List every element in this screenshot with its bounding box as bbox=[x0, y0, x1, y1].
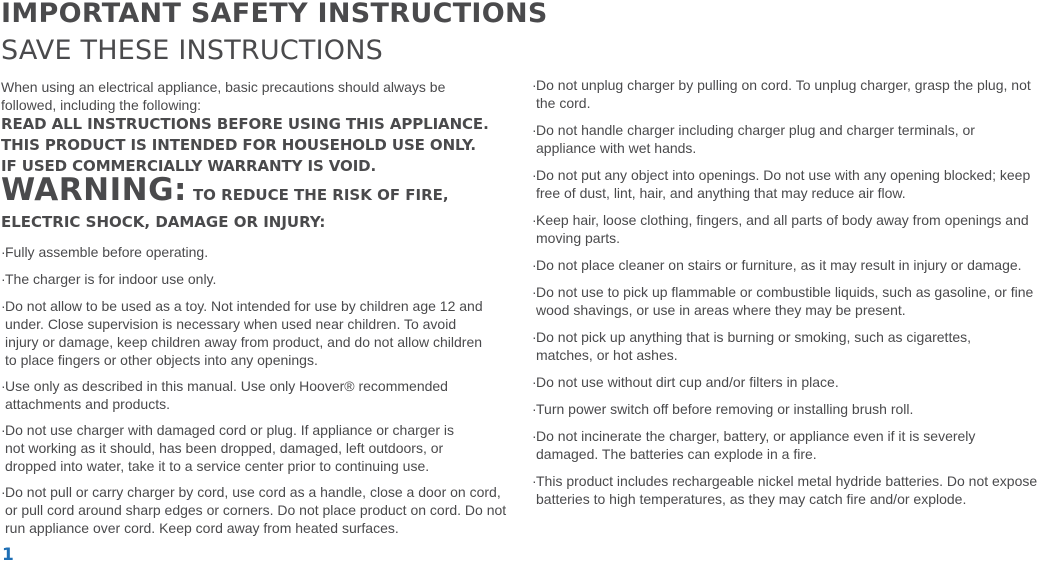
list-item: · Keep hair, loose clothing, fingers, and all parts of body away from openings and moving parts. bbox=[532, 212, 1029, 246]
list-item: · Do not place cleaner on stairs or furniture, as it may result in injury or damage. bbox=[532, 257, 1022, 273]
warning-heading bbox=[1, 172, 511, 209]
bold-instruction-1: READ ALL INSTRUCTIONS BEFORE USING THIS APPLIANCE. bbox=[1, 115, 489, 133]
page-number: 1 bbox=[2, 545, 14, 565]
list-item: · Use only as described in this manual. Use only Hoover® recommended attachments and products. bbox=[1, 378, 448, 412]
list-item: · Do not pick up anything that is burning or smoking, such as cigarettes, matches, or hot ashes. bbox=[532, 329, 972, 363]
page-title: IMPORTANT SAFETY INSTRUCTIONS bbox=[1, 0, 548, 29]
warning-word: WARNING: bbox=[1, 172, 187, 208]
list-item: · Do not unplug charger by pulling on cord. To unplug charger, grasp the plug, not the cord. bbox=[532, 77, 1031, 111]
left-column bbox=[1, 78, 511, 537]
list-item: · Do not pull or carry charger by cord, use cord as a handle, close a door on cord, or pull cord around sharp edges or corners. Do not place product on cord. Do not run appliance over cord. Keep cord away from heated surfaces. bbox=[1, 484, 507, 536]
list-item: · Do not use without dirt cup and/or filters in place. bbox=[532, 374, 839, 390]
list-item: · Turn power switch off before removing or installing brush roll. bbox=[532, 401, 914, 417]
list-item: · Do not use to pick up flammable or combustible liquids, such as gasoline, or fine wood shavings, or use in areas where they may be present. bbox=[532, 284, 1034, 318]
warning-text-2: ELECTRIC SHOCK, DAMAGE OR INJURY: bbox=[1, 213, 326, 231]
list-item: · The charger is for indoor use only. bbox=[1, 271, 217, 287]
bold-instruction-2: THIS PRODUCT IS INTENDED FOR HOUSEHOLD USE ONLY. bbox=[1, 136, 477, 154]
list-item: · Do not handle charger including charger plug and charger terminals, or appliance with wet hands. bbox=[532, 122, 975, 156]
list-item: · Do not allow to be used as a toy. Not intended for use by children age 12 and under. Close supervision is necessary when used near children. To avoid injury or damage, keep children away from product, and do not allow children to place fingers or other objects into any openings. bbox=[1, 298, 483, 368]
right-column bbox=[532, 76, 1040, 508]
list-item: · Fully assemble before operating. bbox=[1, 244, 209, 260]
list-item: · This product includes rechargeable nickel metal hydride batteries. Do not expose batteries to high temperatures, as they may catch fire and/or explode. bbox=[532, 473, 1038, 507]
bold-instruction-3: IF USED COMMERCIALLY WARRANTY IS VOID. bbox=[1, 157, 377, 175]
list-item: · Do not incinerate the charger, battery, or appliance even if it is severely damaged. The batteries can explode in a fire. bbox=[532, 428, 976, 462]
list-item: · Do not put any object into openings. Do not use with any opening blocked; keep free of dust, lint, hair, and anything that may reduce air flow. bbox=[532, 167, 1031, 201]
page-subtitle: SAVE THESE INSTRUCTIONS bbox=[1, 35, 383, 66]
list-item: · Do not use charger with damaged cord or plug. If appliance or charger is not working as it should, has been dropped, damaged, left outdoors, or dropped into water, take it to a service center prior to continuing use. bbox=[1, 422, 455, 474]
intro-text: When using an electrical appliance, basic precautions should always be followed, including the following: bbox=[1, 79, 446, 113]
warning-text-1: TO REDUCE THE RISK OF FIRE, bbox=[192, 186, 449, 204]
